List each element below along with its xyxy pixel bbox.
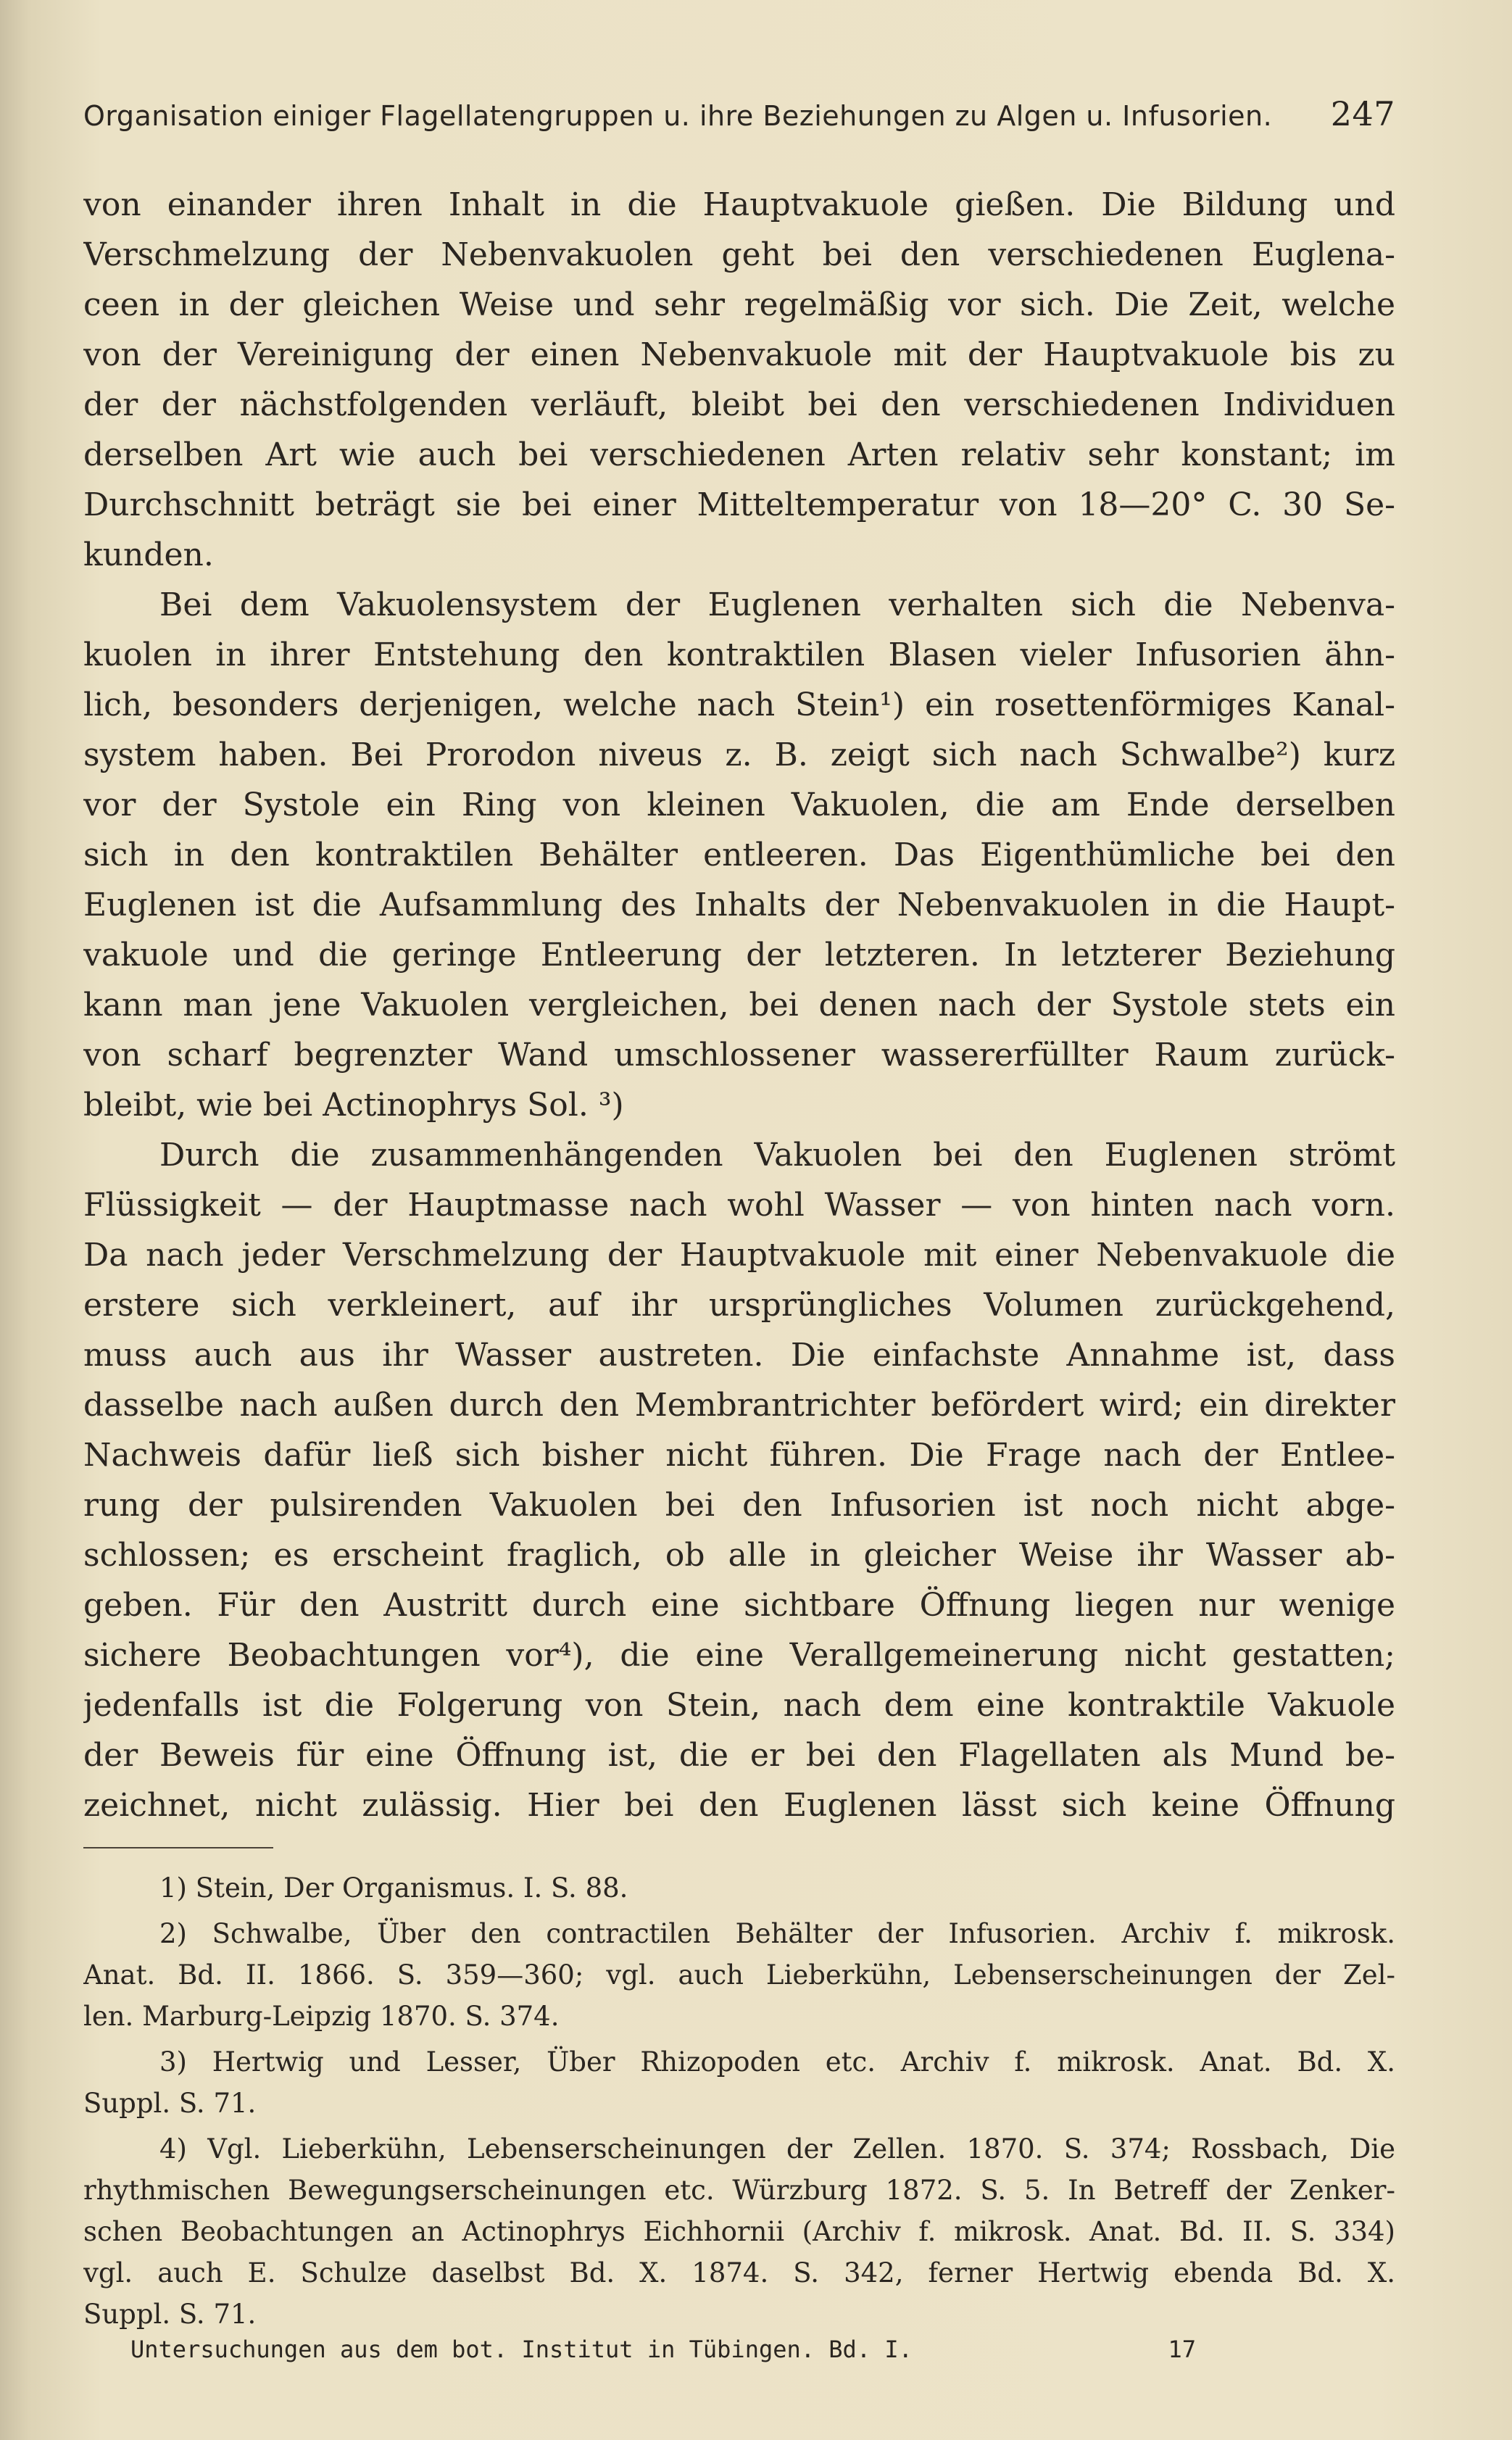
footnote-2	[83, 1913, 1395, 2037]
footnote-line: 2) Schwalbe, Über den contractilen Behälter der Infusorien. Archiv f. mikrosk.	[159, 1918, 1395, 1949]
page-number: 247	[1330, 94, 1395, 133]
text-line: dasselbe nach außen durch den Membrantrichter befördert wird; ein direkter	[83, 1387, 1395, 1424]
text-line: Nachweis dafür ließ sich bisher nicht führen. Die Frage nach der Entlee-	[83, 1437, 1395, 1474]
text-line: system haben. Bei Prorodon niveus z. B. zeigt sich nach Schwalbe²) kurz	[83, 736, 1395, 773]
footnote-line: 4) Vgl. Lieberkühn, Lebenserscheinungen der Zellen. 1870. S. 374; Rossbach, Die	[159, 2133, 1395, 2165]
footnote-line: 1) Stein, Der Organismus. I. S. 88.	[159, 1872, 628, 1904]
text-line: Euglenen ist die Aufsammlung des Inhalts der Nebenvakuolen in die Haupt-	[83, 887, 1395, 924]
text-line: geben. Für den Austritt durch eine sichtbare Öffnung liegen nur wenige	[83, 1587, 1395, 1624]
footnote-4	[83, 2128, 1395, 2335]
running-header	[83, 94, 1395, 152]
text-line: Bei dem Vakuolensystem der Euglenen verhalten sich die Nebenva-	[159, 586, 1395, 623]
text-line: schlossen; es erscheint fraglich, ob alle in gleicher Weise ihr Wasser ab-	[83, 1537, 1395, 1574]
main-text	[83, 180, 1395, 1830]
text-line: bleibt, wie bei Actinophrys Sol. ³)	[83, 1087, 624, 1124]
footnote-line: Suppl. S. 71.	[83, 2299, 257, 2330]
text-line: derselben Art wie auch bei verschiedenen Arten relativ sehr konstant; im	[83, 436, 1395, 473]
text-line: von scharf begrenzter Wand umschlossener wassererfüllter Raum zurück-	[83, 1037, 1395, 1074]
text-line: der Beweis für eine Öffnung ist, die er bei den Flagellaten als Mund be-	[83, 1737, 1395, 1774]
text-line: der der nächstfolgenden verläuft, bleibt bei den verschiedenen Individuen	[83, 386, 1395, 423]
text-line: kann man jene Vakuolen vergleichen, bei denen nach der Systole stets ein	[83, 987, 1395, 1024]
text-line: rung der pulsirenden Vakuolen bei den Infusorien ist noch nicht abge-	[83, 1487, 1395, 1524]
text-line: Verschmelzung der Nebenvakuolen geht bei den verschiedenen Euglena-	[83, 236, 1395, 273]
text-line: lich, besonders derjenigen, welche nach Stein¹) ein rosettenförmiges Kanal-	[83, 686, 1395, 723]
text-line: vakuole und die geringe Entleerung der letzteren. In letzterer Beziehung	[83, 937, 1395, 974]
text-line: Durch die zusammenhängenden Vakuolen bei den Euglenen strömt	[159, 1137, 1395, 1174]
footnote-3	[83, 2041, 1395, 2124]
text-line: Durchschnitt beträgt sie bei einer Mitteltemperatur von 18—20° C. 30 Se-	[83, 486, 1395, 523]
text-line: Da nach jeder Verschmelzung der Hauptvakuole mit einer Nebenvakuole die	[83, 1237, 1395, 1274]
text-line: von einander ihren Inhalt in die Hauptvakuole gießen. Die Bildung und	[83, 186, 1395, 223]
footnote-line: vgl. auch E. Schulze daselbst Bd. X. 1874. S. 342, ferner Hertwig ebenda Bd. X.	[83, 2257, 1395, 2288]
text-line: zeichnet, nicht zulässig. Hier bei den Euglenen lässt sich keine Öffnung	[83, 1787, 1395, 1824]
text-line: kuolen in ihrer Entstehung den kontraktilen Blasen vieler Infusorien ähn-	[83, 636, 1395, 673]
text-line: ceen in der gleichen Weise und sehr regelmäßig vor sich. Die Zeit, welche	[83, 286, 1395, 323]
footnotes	[83, 1867, 1395, 2339]
footnote-1	[83, 1867, 1395, 1909]
text-line: muss auch aus ihr Wasser austreten. Die einfachste Annahme ist, dass	[83, 1337, 1395, 1374]
footnote-divider	[83, 1847, 273, 1848]
text-line: sichere Beobachtungen vor⁴), die eine Verallgemeinerung nicht gestatten;	[83, 1637, 1395, 1674]
running-title: Organisation einiger Flagellatengruppen u. ihre Beziehungen zu Algen u. Infusorien.	[83, 100, 1273, 132]
footnote-line: schen Beobachtungen an Actinophrys Eichhornii (Archiv f. mikrosk. Anat. Bd. II. S. 334)	[83, 2216, 1395, 2247]
text-line: von der Vereinigung der einen Nebenvakuole mit der Hauptvakuole bis zu	[83, 336, 1395, 373]
footnote-line: rhythmischen Bewegungserscheinungen etc. Würzburg 1872. S. 5. In Betreff der Zenker-	[83, 2175, 1395, 2206]
text-line: erstere sich verkleinert, auf ihr ursprüngliches Volumen zurückgehend,	[83, 1287, 1395, 1324]
text-line: sich in den kontraktilen Behälter entleeren. Das Eigenthümliche bei den	[83, 837, 1395, 873]
footnote-line: Anat. Bd. II. 1866. S. 359—360; vgl. auch Lieberkühn, Lebenserscheinungen der Zel-	[83, 1959, 1395, 1991]
footer-source: Untersuchungen aus dem bot. Institut in Tübingen. Bd. I.	[130, 2336, 913, 2363]
text-line: kunden.	[83, 536, 214, 573]
text-line: jedenfalls ist die Folgerung von Stein, nach dem eine kontraktile Vakuole	[83, 1687, 1395, 1724]
footnote-line: 3) Hertwig und Lesser, Über Rhizopoden etc. Archiv f. mikrosk. Anat. Bd. X.	[159, 2046, 1395, 2078]
footnote-line: len. Marburg-Leipzig 1870. S. 374.	[83, 2001, 560, 2032]
text-line: vor der Systole ein Ring von kleinen Vakuolen, die am Ende derselben	[83, 787, 1395, 823]
signature-mark: 17	[1168, 2336, 1196, 2363]
text-line: Flüssigkeit — der Hauptmasse nach wohl Wasser — von hinten nach vorn.	[83, 1187, 1395, 1224]
page-footer	[130, 2336, 1196, 2363]
footnote-line: Suppl. S. 71.	[83, 2088, 257, 2119]
